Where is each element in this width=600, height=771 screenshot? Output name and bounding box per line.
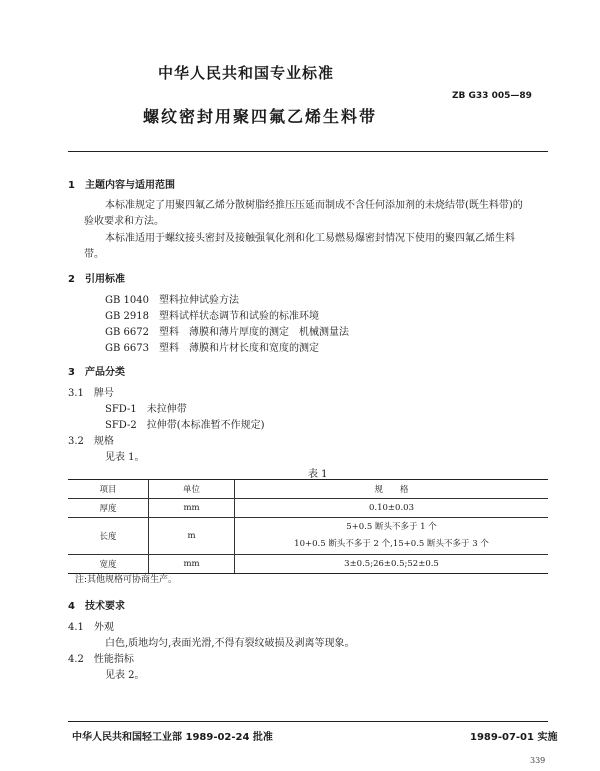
standard-type: 中华人民共和国专业标准 — [158, 64, 335, 82]
table-row — [68, 499, 548, 518]
section-1-heading: 1 主题内容与适用范围 — [68, 180, 175, 191]
header-spec: 规 格 — [235, 480, 549, 499]
section-3-1-heading: 3.1 牌号 — [68, 388, 114, 399]
header-unit: 单位 — [149, 480, 235, 499]
section-1-p1-line1: 本标准规定了用聚四氟乙烯分散树脂经推压压延而制成不含任何添加剂的未烧结带(既生料带)的 — [105, 200, 523, 211]
cell-spec-line: 5+0.5 断头不多于 1 个 — [346, 522, 437, 532]
reference-item: GB 6673 塑料 薄膜和片材长度和宽度的测定 — [105, 343, 319, 354]
section-3-2-heading: 3.2 规格 — [68, 436, 114, 447]
table-header-row — [68, 480, 548, 499]
cell-unit: mm — [149, 555, 235, 574]
header-rule — [68, 151, 548, 152]
cell-spec-line: 10+0.5 断头不多于 2 个,15+0.5 断头不多于 3 个 — [294, 539, 489, 549]
reference-item: GB 6672 塑料 薄膜和薄片厚度的测定 机械测量法 — [105, 327, 349, 338]
cell-item: 长度 — [68, 518, 149, 555]
reference-item: GB 2918 塑料试样状态调节和试验的标准环境 — [105, 311, 319, 322]
cell-spec: 0.10±0.03 — [235, 499, 549, 518]
cell-item: 厚度 — [68, 499, 149, 518]
table-row — [68, 518, 548, 555]
document-title: 螺纹密封用聚四氟乙烯生料带 — [143, 107, 378, 126]
implementation-date: 1989-07-01 实施 — [470, 732, 558, 743]
table-row — [68, 555, 548, 574]
grade-item: SFD-1 未拉伸带 — [105, 404, 187, 415]
section-4-1-text: 白色,质地均匀,表面光滑,不得有裂纹破损及剥离等现象。 — [105, 638, 355, 649]
spec-table — [68, 479, 548, 574]
standard-code: ZB G33 005—89 — [452, 91, 532, 101]
reference-item: GB 1040 塑料拉伸试验方法 — [105, 295, 239, 306]
section-3-2-text: 见表 1。 — [105, 452, 145, 463]
section-4-heading: 4 技术要求 — [68, 601, 125, 612]
section-3-heading: 3 产品分类 — [68, 367, 125, 378]
section-4-2-text: 见表 2。 — [105, 670, 145, 681]
section-2-heading: 2 引用标准 — [68, 274, 125, 285]
table-note: 注:其他规格可协商生产。 — [75, 575, 178, 585]
cell-spec: 3±0.5;26±0.5;52±0.5 — [235, 555, 549, 574]
approval-info: 中华人民共和国轻工业部 1989-02-24 批准 — [72, 732, 273, 743]
header-item: 项目 — [68, 480, 149, 499]
section-1-p2-line1: 本标准适用于螺纹接头密封及接触强氧化剂和化工易燃易爆密封情况下使用的聚四氟乙烯生料 — [105, 233, 515, 244]
cell-spec — [235, 518, 549, 555]
section-4-2-heading: 4.2 性能指标 — [68, 654, 134, 665]
cell-unit: m — [149, 518, 235, 555]
section-1-p1-line2: 验收要求和方法。 — [84, 216, 164, 227]
cell-item: 宽度 — [68, 555, 149, 574]
cell-unit: mm — [149, 499, 235, 518]
section-1-p2-line2: 带。 — [84, 249, 104, 260]
grade-item: SFD-2 拉伸带(本标准暂不作规定) — [105, 420, 265, 431]
footer-rule — [68, 721, 548, 722]
page-number: 339 — [530, 756, 546, 765]
section-4-1-heading: 4.1 外观 — [68, 622, 114, 633]
table-1-caption: 表 1 — [308, 469, 328, 480]
